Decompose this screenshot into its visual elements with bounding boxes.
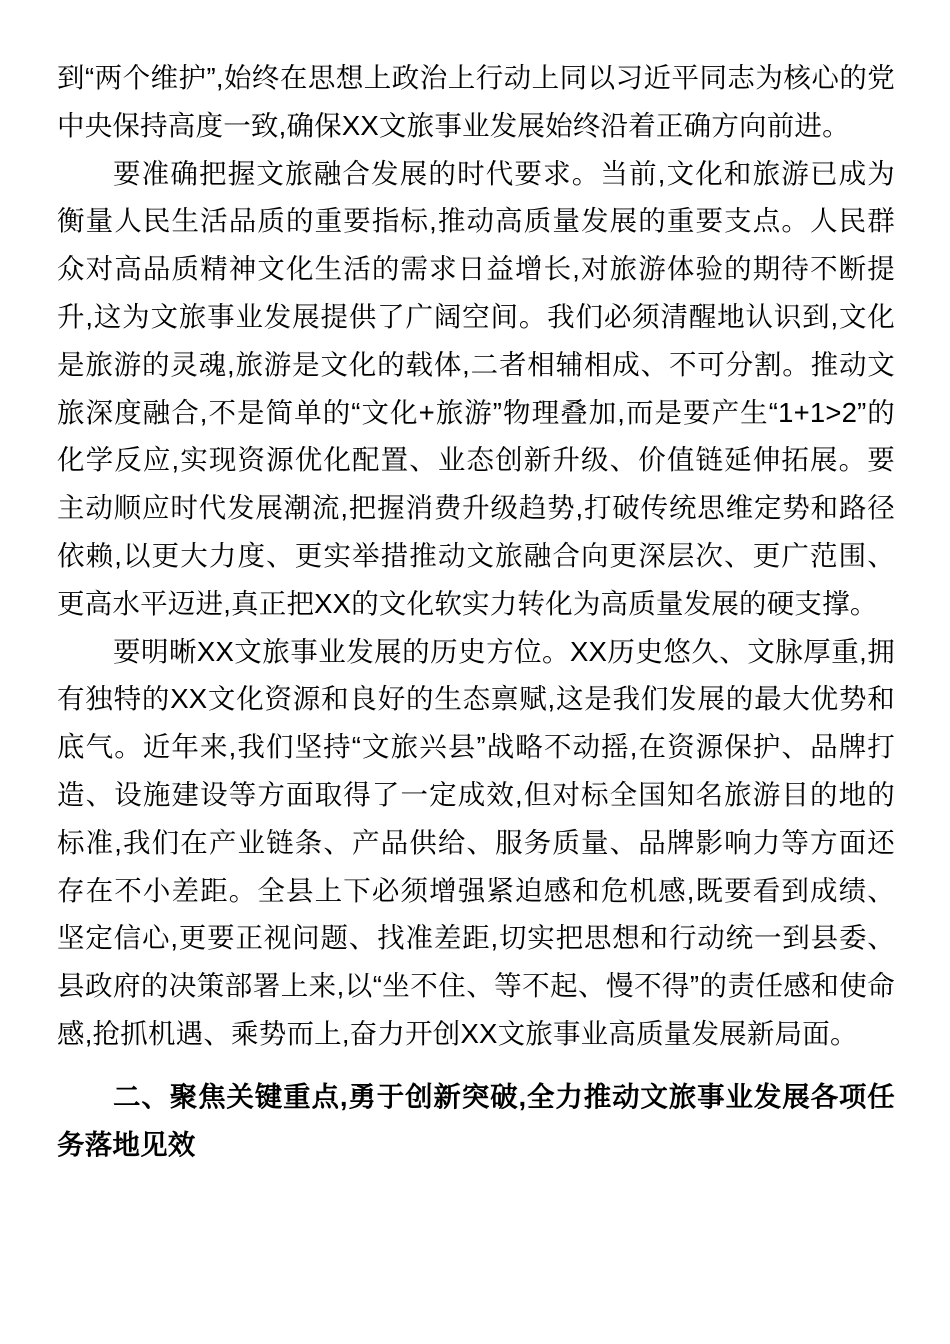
document-text-body [57,54,895,1168]
paragraph-era-requirements: 要准确把握文旅融合发展的时代要求。当前,文化和旅游已成为衡量人民生活品质的重要指标,推动高质量发展的重要支点。人民群众对高品质精神文化生活的需求日益增长,对旅游体验的期待不断提升,这为文旅事业发展提供了广阔空间。我们必须清醒地认识到,文化是旅游的灵魂,旅游是文化的载体,二者相辅相成、不可分割。推动文旅深度融合,不是简单的“文化+旅游”物理叠加,而是要产生“1+1>2”的化学反应,实现资源优化配置、业态创新升级、价值链延伸拓展。要主动顺应时代发展潮流,把握消费升级趋势,打破传统思维定势和路径依赖,以更大力度、更实举措推动文旅融合向更深层次、更广范围、更高水平迈进,真正把XX的文化软实力转化为高质量发展的硬支撑。 [57,157,895,619]
paragraph-historical-position: 要明晰XX文旅事业发展的历史方位。XX历史悠久、文脉厚重,拥有独特的XX文化资源和良好的生态禀赋,这是我们发展的最大优势和底气。近年来,我们坚持“文旅兴县”战略不动摇,在资源保护、品牌打造、设施建设等方面取得了一定成效,但对标全国知名旅游目的地的标准,我们在产业链条、产品供给、服务质量、品牌影响力等方面还存在不小差距。全县上下必须增强紧迫感和危机感,既要看到成绩、坚定信心,更要正视问题、找准差距,切实把思想和行动统一到县委、县政府的决策部署上来,以“坐不住、等不起、慢不得”的责任感和使命感,抢抓机遇、乘势而上,奋力开创XX文旅事业高质量发展新局面。 [57,635,895,1049]
paragraph-continuation: 到“两个维护”,始终在思想上政治上行动上同以习近平同志为核心的党中央保持高度一致,确保XX文旅事业发展始终沿着正确方向前进。 [57,62,895,141]
paragraph-spacer [57,1058,895,1073]
section-heading-two: 二、聚焦关键重点,勇于创新突破,全力推动文旅事业发展各项任务落地见效 [57,1080,895,1160]
